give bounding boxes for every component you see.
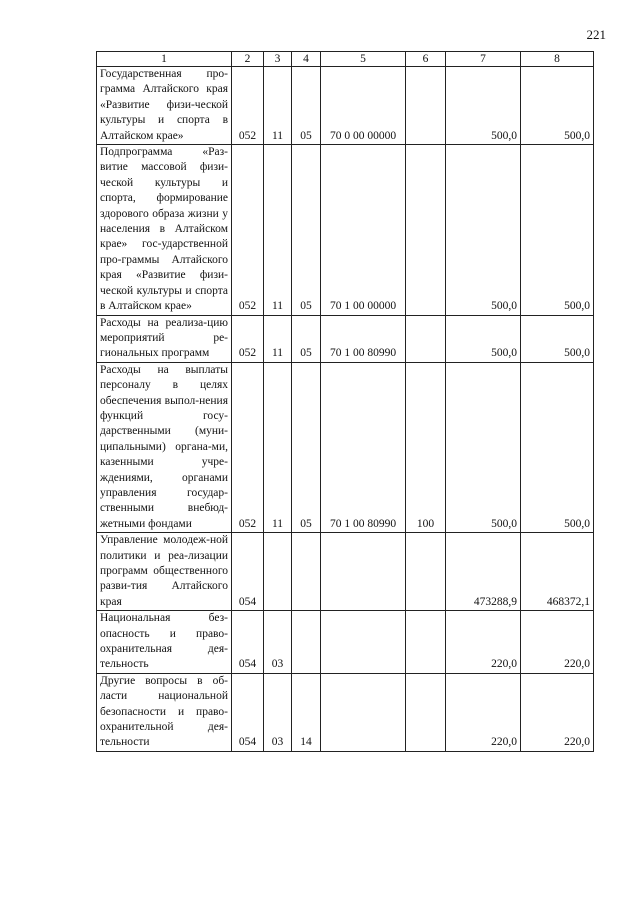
budget-table bbox=[96, 51, 594, 752]
amount-col8: 500,0 bbox=[521, 362, 594, 532]
column-header: 8 bbox=[521, 52, 594, 67]
ministry-code: 052 bbox=[232, 315, 264, 362]
amount-col8: 468372,1 bbox=[521, 533, 594, 611]
target-article-code: 70 1 00 00000 bbox=[321, 145, 406, 315]
expense-type-code bbox=[406, 611, 446, 674]
row-name: Расходы на выплаты персоналу в целях обеспечения выпол-нения функций госу-дарственными (муни-ципальными) органа-ми, казенными учре-ждениями, органами управления государ-ственными внебюд-жетными фондами bbox=[97, 362, 232, 532]
column-header: 5 bbox=[321, 52, 406, 67]
expense-type-code bbox=[406, 673, 446, 751]
section-code: 03 bbox=[264, 611, 292, 674]
target-article-code: 70 0 00 00000 bbox=[321, 67, 406, 145]
column-header: 2 bbox=[232, 52, 264, 67]
row-name: Национальная без-опасность и право-охранительная дея-тельность bbox=[97, 611, 232, 674]
section-code: 11 bbox=[264, 67, 292, 145]
target-article-code bbox=[321, 611, 406, 674]
column-header: 6 bbox=[406, 52, 446, 67]
table-header-row bbox=[97, 52, 594, 67]
table-row bbox=[97, 67, 594, 145]
amount-col7: 473288,9 bbox=[446, 533, 521, 611]
row-name: Государственная про-грамма Алтайского края «Развитие физи-ческой культуры и спорта в Алтайском крае» bbox=[97, 67, 232, 145]
column-header: 7 bbox=[446, 52, 521, 67]
amount-col7: 500,0 bbox=[446, 362, 521, 532]
table-row bbox=[97, 673, 594, 751]
column-header: 4 bbox=[292, 52, 321, 67]
table-row bbox=[97, 145, 594, 315]
section-code: 11 bbox=[264, 145, 292, 315]
amount-col7: 220,0 bbox=[446, 611, 521, 674]
section-code bbox=[264, 533, 292, 611]
row-name: Другие вопросы в об-ласти национальной безопасности и право-охранительной дея-тельности bbox=[97, 673, 232, 751]
amount-col7: 220,0 bbox=[446, 673, 521, 751]
amount-col8: 220,0 bbox=[521, 611, 594, 674]
amount-col7: 500,0 bbox=[446, 67, 521, 145]
subsection-code bbox=[292, 533, 321, 611]
target-article-code: 70 1 00 80990 bbox=[321, 315, 406, 362]
row-name: Расходы на реализа-цию мероприятий ре-гиональных программ bbox=[97, 315, 232, 362]
expense-type-code bbox=[406, 67, 446, 145]
subsection-code: 05 bbox=[292, 315, 321, 362]
amount-col8: 500,0 bbox=[521, 67, 594, 145]
row-name: Подпрограмма «Раз-витие массовой физи-ческой культуры и спорта, формирование здорового образа жизни у населения в Алтайском крае» гос-ударственной про-граммы Алтайского края «Развитие физи-ческой культуры и спорта в Алтайском крае» bbox=[97, 145, 232, 315]
subsection-code: 14 bbox=[292, 673, 321, 751]
expense-type-code bbox=[406, 145, 446, 315]
amount-col8: 220,0 bbox=[521, 673, 594, 751]
row-name: Управление молодеж-ной политики и реа-лизации программ общественного разви-тия Алтайского края bbox=[97, 533, 232, 611]
column-header: 1 bbox=[97, 52, 232, 67]
expense-type-code bbox=[406, 315, 446, 362]
subsection-code: 05 bbox=[292, 67, 321, 145]
target-article-code: 70 1 00 80990 bbox=[321, 362, 406, 532]
table-row bbox=[97, 533, 594, 611]
amount-col7: 500,0 bbox=[446, 145, 521, 315]
amount-col7: 500,0 bbox=[446, 315, 521, 362]
ministry-code: 054 bbox=[232, 611, 264, 674]
ministry-code: 052 bbox=[232, 145, 264, 315]
ministry-code: 054 bbox=[232, 673, 264, 751]
section-code: 11 bbox=[264, 315, 292, 362]
table-row bbox=[97, 315, 594, 362]
ministry-code: 052 bbox=[232, 67, 264, 145]
table-row bbox=[97, 362, 594, 532]
expense-type-code: 100 bbox=[406, 362, 446, 532]
expense-type-code bbox=[406, 533, 446, 611]
subsection-code: 05 bbox=[292, 362, 321, 532]
target-article-code bbox=[321, 533, 406, 611]
table-row bbox=[97, 611, 594, 674]
subsection-code bbox=[292, 611, 321, 674]
ministry-code: 052 bbox=[232, 362, 264, 532]
amount-col8: 500,0 bbox=[521, 315, 594, 362]
section-code: 11 bbox=[264, 362, 292, 532]
page-number: 221 bbox=[586, 27, 606, 42]
amount-col8: 500,0 bbox=[521, 145, 594, 315]
section-code: 03 bbox=[264, 673, 292, 751]
ministry-code: 054 bbox=[232, 533, 264, 611]
subsection-code: 05 bbox=[292, 145, 321, 315]
column-header: 3 bbox=[264, 52, 292, 67]
target-article-code bbox=[321, 673, 406, 751]
